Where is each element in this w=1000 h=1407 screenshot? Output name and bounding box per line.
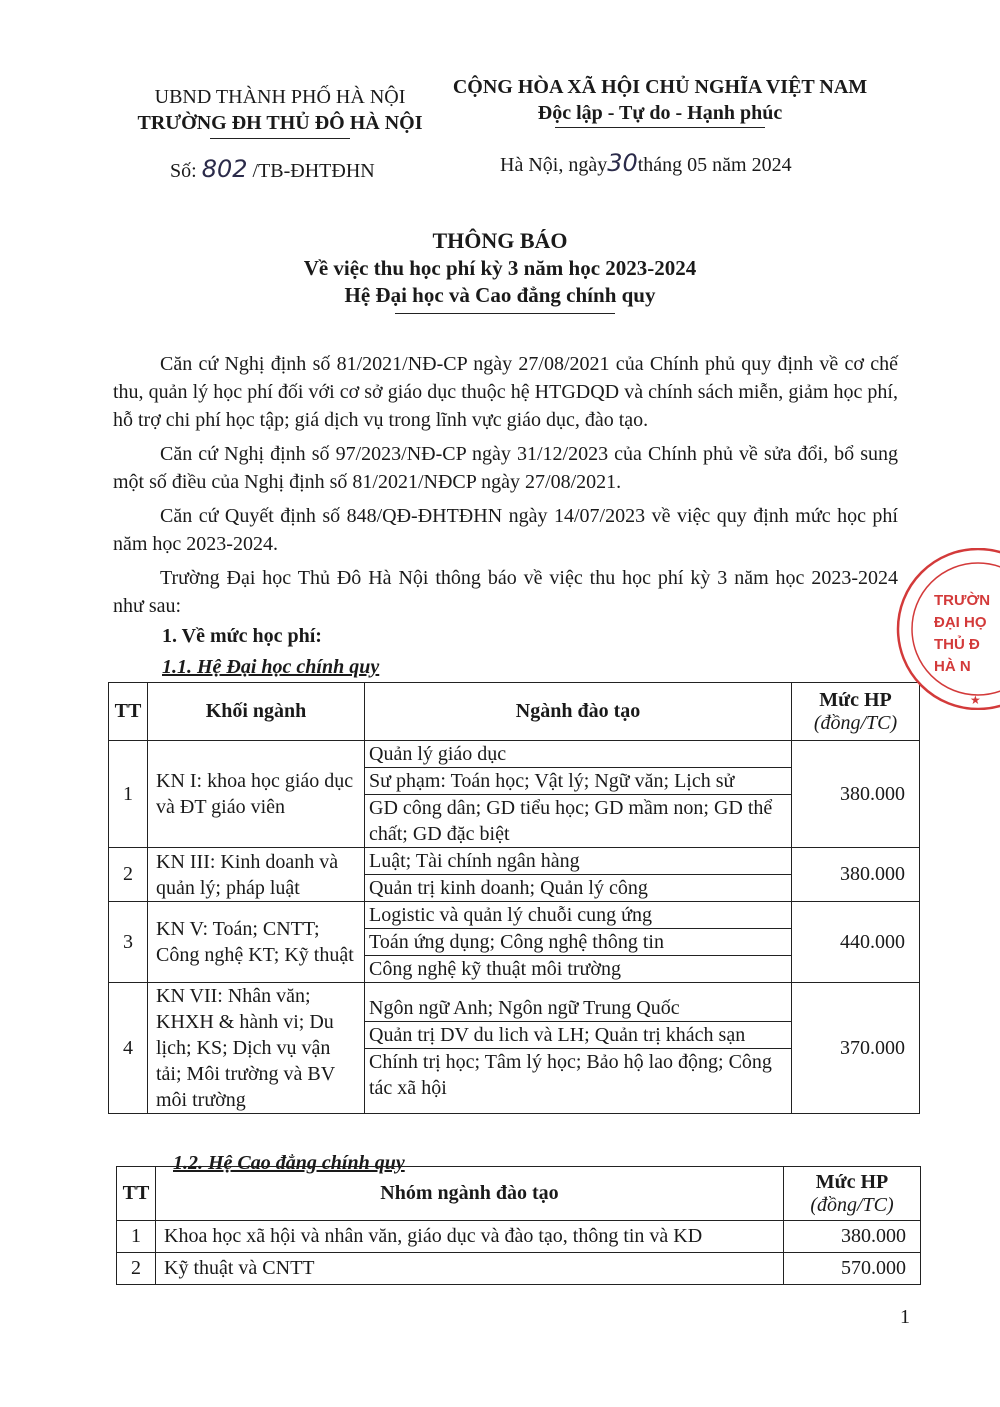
khoi-nganh-cell: KN V: Toán; CNTT; Công nghệ KT; Kỹ thuật — [148, 902, 365, 983]
khoi-nganh-cell: KN III: Kinh doanh và quản lý; pháp luật — [148, 848, 365, 902]
fee-cell: 570.000 — [784, 1253, 921, 1285]
table-row: 2 KN III: Kinh doanh và quản lý; pháp luật Luật; Tài chính ngân hàng Quản trị kinh doanh; Quản lý công 380.000 — [109, 848, 920, 902]
page-number: 1 — [900, 1306, 910, 1328]
nganh-cell: Quản lý giáo dục Sư phạm: Toán học; Vật lý; Ngữ văn; Lịch sử GD công dân; GD tiểu học; GD mầm non; GD thể chất; GD đặc biệt — [365, 741, 792, 848]
school-name: TRƯỜNG ĐH THỦ ĐÔ HÀ NỘI — [137, 112, 423, 134]
svg-text:★: ★ — [970, 693, 981, 707]
announcement-intro: Trường Đại học Thủ Đô Hà Nội thông báo về việc thu học phí kỳ 3 năm học 2023-2024 như sau: — [113, 567, 898, 617]
khoi-nganh-cell: KN I: khoa học giáo dục và ĐT giáo viên — [148, 741, 365, 848]
document-date: Hà Nội, ngày30tháng 05 năm 2024 — [500, 149, 792, 177]
body-text — [113, 350, 898, 620]
section-university: 1.1. Hệ Đại học chính quy — [162, 656, 380, 678]
nhom-nganh-cell: Kỹ thuật và CNTT — [156, 1253, 784, 1285]
table-row: 1 KN I: khoa học giáo dục và ĐT giáo viên Quản lý giáo dục Sư phạm: Toán học; Vật lý; Ngữ văn; Lịch sử GD công dân; GD tiểu học; GD mầm non; GD thể chất; GD đặc biệt 380.000 — [109, 741, 920, 848]
header-tt: TT — [109, 683, 148, 741]
handwritten-day: 30 — [607, 149, 638, 177]
header-right — [440, 74, 880, 126]
legal-basis-3: Căn cứ Quyết định số 848/QĐ-ĐHTĐHN ngày 14/07/2023 về việc quy định mức học phí năm học 2023-2024. — [113, 505, 898, 555]
header-khoi-nganh: Khối ngành — [148, 683, 365, 741]
notice-subject: Về việc thu học phí kỳ 3 năm học 2023-2024 — [303, 256, 697, 280]
document-number: Số: 802 /TB-ĐHTĐHN — [170, 155, 375, 183]
nganh-cell: Ngôn ngữ Anh; Ngôn ngữ Trung Quốc Quản trị DV du lich và LH; Quản trị khách sạn Chính trị học; Tâm lý học; Bảo hộ lao động; Công tác xã hội — [365, 983, 792, 1114]
notice-title: THÔNG BÁO — [432, 228, 568, 253]
header-muc-hp: Mức HP (đồng/TC) — [792, 683, 920, 741]
legal-basis-2: Căn cứ Nghị định số 97/2023/NĐ-CP ngày 31/12/2023 của Chính phủ về sửa đổi, bổ sung một số điều của Nghị định số 81/2021/NĐCP ngày 27/08/2021. — [113, 443, 898, 493]
header-nhom-nganh: Nhóm ngành đào tạo — [156, 1167, 784, 1221]
notice-scope: Hệ Đại học và Cao đẳng chính quy — [344, 283, 656, 307]
fee-cell: 440.000 — [792, 902, 920, 983]
table-header-row — [109, 683, 920, 741]
header-muc-hp: Mức HP (đồng/TC) — [784, 1167, 921, 1221]
header-left — [110, 84, 450, 136]
table-header-row — [117, 1167, 921, 1221]
khoi-nganh-cell: KN VII: Nhân văn; KHXH & hành vi; Du lịch; KS; Dịch vụ vận tải; Môi trường và BV môi trường — [148, 983, 365, 1114]
notice-title-block — [200, 228, 800, 308]
college-fee-table — [116, 1166, 921, 1285]
table-row: 2 Kỹ thuật và CNTT 570.000 — [117, 1253, 921, 1285]
authority-name: UBND THÀNH PHỐ HÀ NỘI — [154, 86, 406, 108]
fee-cell: 380.000 — [792, 848, 920, 902]
university-fee-table — [108, 682, 920, 1114]
handwritten-number: 802 — [201, 155, 248, 183]
nganh-cell: Logistic và quản lý chuỗi cung ứng Toán ứng dụng; Công nghệ thông tin Công nghệ kỹ thuật môi trường — [365, 902, 792, 983]
section-college: 1.2. Hệ Cao đẳng chính quy — [173, 1152, 405, 1174]
legal-basis-1: Căn cứ Nghị định số 81/2021/NĐ-CP ngày 27/08/2021 của Chính phủ quy định về cơ chế thu, quản lý học phí đối với cơ sở giáo dục thuộc hệ HTGDQD và chính sách miễn, giảm học phí, hỗ trợ chi phí học tập; giá dịch vụ trong lĩnh vực giáo dục, đào tạo. — [113, 353, 898, 431]
fee-cell: 380.000 — [792, 741, 920, 848]
table-row: 3 KN V: Toán; CNTT; Công nghệ KT; Kỹ thuật Logistic và quản lý chuỗi cung ứng Toán ứng dụng; Công nghệ thông tin Công nghệ kỹ thuật môi trường 440.000 — [109, 902, 920, 983]
motto: Độc lập - Tự do - Hạnh phúc — [537, 102, 783, 124]
nhom-nganh-cell: Khoa học xã hội và nhân văn, giáo dục và đào tạo, thông tin và KD — [156, 1221, 784, 1253]
fee-cell: 380.000 — [784, 1221, 921, 1253]
header-tt: TT — [117, 1167, 156, 1221]
country-name: CỘNG HÒA XÃ HỘI CHỦ NGHĨA VIỆT NAM — [452, 76, 868, 98]
fee-cell: 370.000 — [792, 983, 920, 1114]
header-nganh-dao-tao: Ngành đào tạo — [365, 683, 792, 741]
table-row: 1 Khoa học xã hội và nhân văn, giáo dục và đào tạo, thông tin và KD 380.000 — [117, 1221, 921, 1253]
nganh-cell: Luật; Tài chính ngân hàng Quản trị kinh doanh; Quản lý công — [365, 848, 792, 902]
official-stamp: ★ TRƯỜN ĐẠI HỌ THỦ Đ HÀ N — [888, 548, 1000, 710]
section-fee-levels: 1. Về mức học phí: — [162, 625, 322, 647]
table-row: 4 KN VII: Nhân văn; KHXH & hành vi; Du lịch; KS; Dịch vụ vận tải; Môi trường và BV môi trường Ngôn ngữ Anh; Ngôn ngữ Trung Quốc Quản trị DV du lich và LH; Quản trị khách sạn Chính trị học; Tâm lý học; Bảo hộ lao động; Công tác xã hội 370.000 — [109, 983, 920, 1114]
